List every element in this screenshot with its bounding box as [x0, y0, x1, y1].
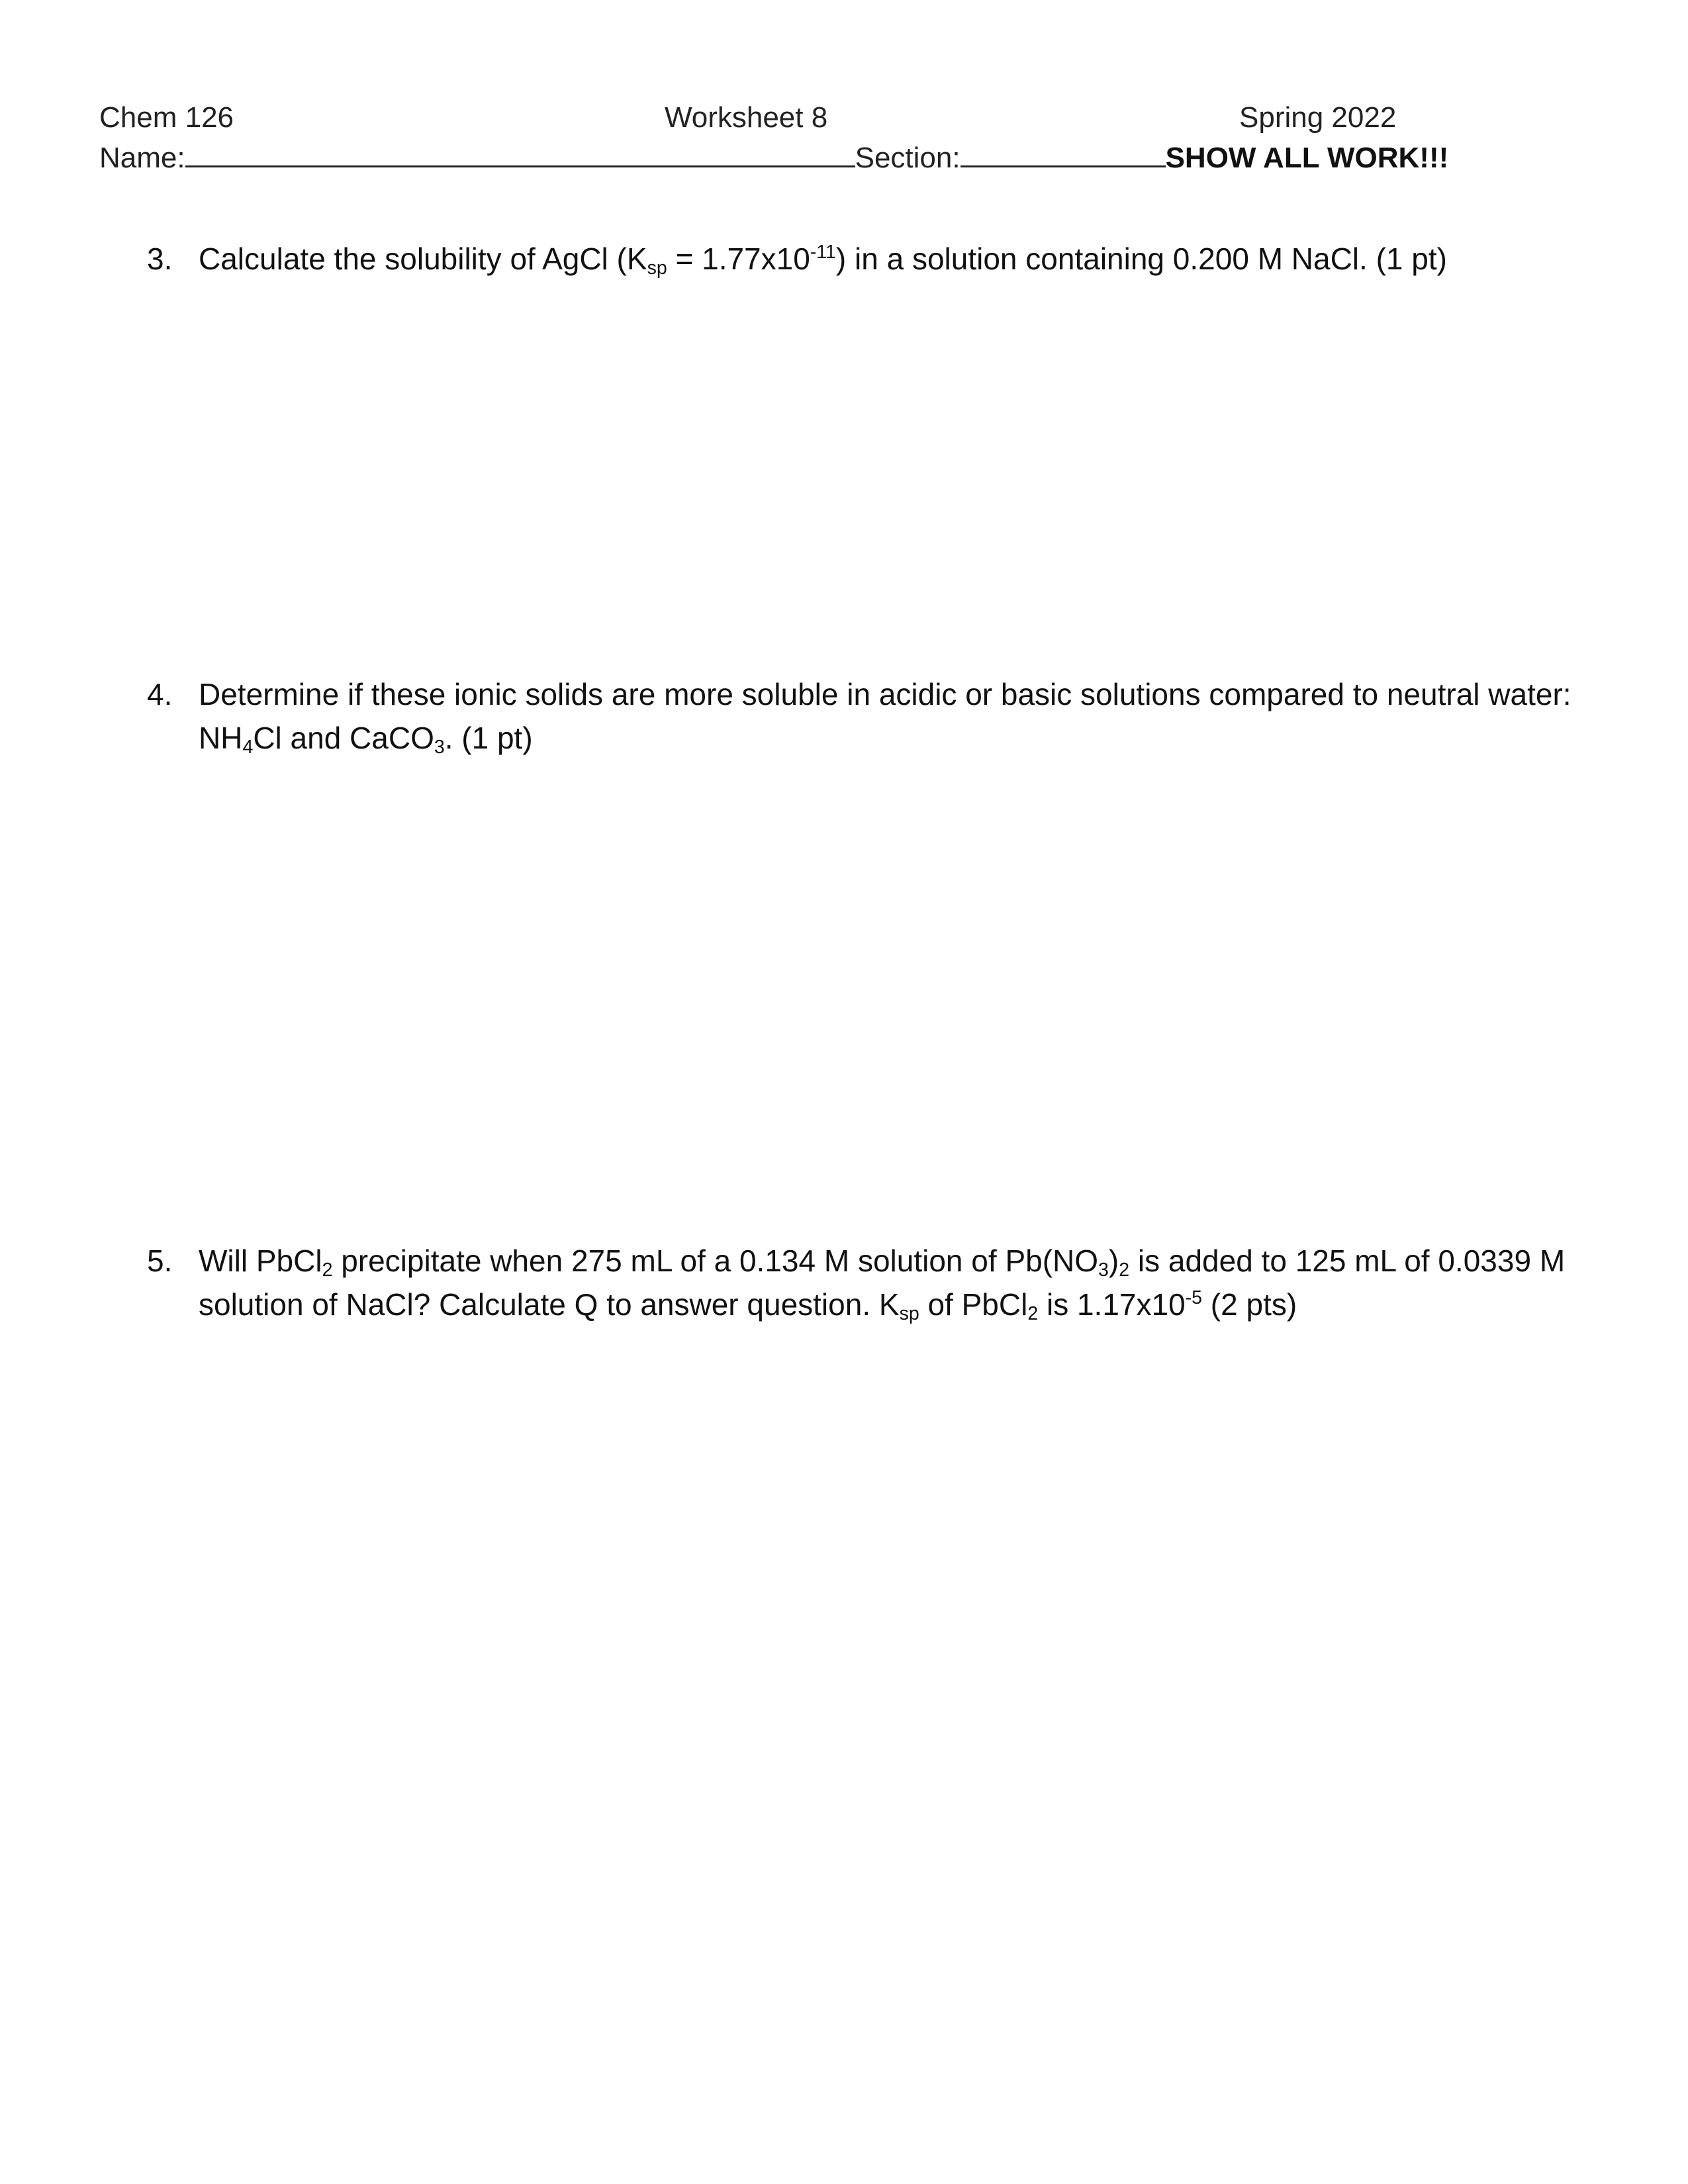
subscript: 2	[1027, 1303, 1039, 1325]
question-text	[199, 672, 1688, 760]
text-segment: solution of NaCl? Calculate Q to answer question. K	[199, 1287, 900, 1322]
subscript: 4	[242, 737, 254, 758]
name-section-row	[99, 136, 1448, 173]
text-segment: = 1.77x10	[667, 242, 810, 276]
text-segment: ) in a solution containing 0.200 M NaCl. (1 pt)	[835, 242, 1447, 276]
question-number: 3.	[147, 242, 173, 276]
text-line	[199, 716, 1688, 760]
text-segment: is added to 125 mL of 0.0339 M	[1129, 1244, 1566, 1278]
subscript: 3	[1098, 1259, 1109, 1281]
text-segment: )	[1108, 1244, 1119, 1278]
text-segment: Calculate the solubility of AgCl (K	[199, 242, 647, 276]
text-segment: Cl and CaCO	[253, 721, 434, 755]
subscript: 2	[1119, 1259, 1130, 1281]
term-label: Spring 2022	[1239, 101, 1397, 134]
subscript: 2	[322, 1259, 333, 1281]
section-blank-line[interactable]	[961, 136, 1166, 167]
question-text	[199, 237, 1688, 281]
subscript: 3	[434, 737, 445, 758]
name-label: Name:	[99, 142, 185, 174]
text-line: Determine if these ionic solids are more soluble in acidic or basic solutions compared to neutral water:	[199, 677, 1571, 711]
question-number: 4.	[147, 677, 173, 711]
text-segment: Will PbCl	[199, 1244, 322, 1278]
text-segment: is 1.17x10	[1038, 1287, 1186, 1322]
text-segment: . (1 pt)	[444, 721, 533, 755]
text-segment: NH	[199, 721, 243, 755]
question-text	[199, 1239, 1688, 1326]
text-line	[199, 1239, 1688, 1283]
text-segment: precipitate when 275 mL of a 0.134 M solution of Pb(NO	[332, 1244, 1099, 1278]
show-all-work-label: SHOW ALL WORK!!!	[1165, 142, 1449, 174]
subscript: sp	[899, 1303, 919, 1325]
question-number: 5.	[147, 1244, 173, 1278]
text-line	[199, 1283, 1688, 1326]
name-blank-line[interactable]	[185, 136, 855, 167]
subscript: sp	[647, 257, 667, 279]
text-segment: (2 pts)	[1202, 1287, 1297, 1322]
superscript: -5	[1185, 1287, 1203, 1308]
section-label: Section:	[855, 142, 961, 174]
course-label: Chem 126	[99, 101, 234, 134]
superscript: -11	[810, 241, 836, 263]
worksheet-title: Worksheet 8	[665, 101, 828, 134]
text-segment: of PbCl	[919, 1287, 1028, 1322]
